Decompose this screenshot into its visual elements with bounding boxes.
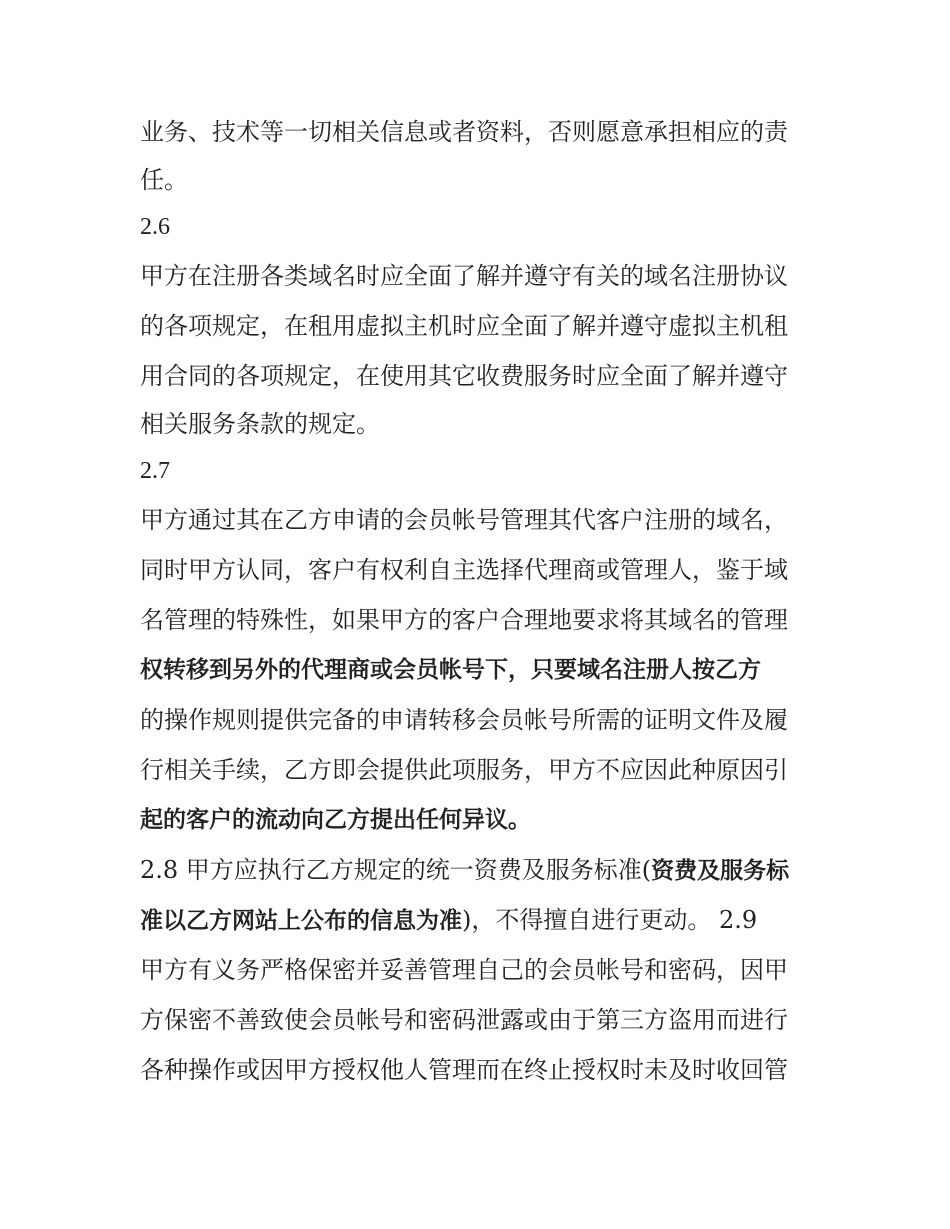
text-span: 2.8 甲方应执行乙方规定的统一资费及服务标准(	[140, 856, 652, 884]
text-line-mixed	[140, 845, 820, 895]
text-line: 方保密不善致使会员帐号和密码泄露或由于第三方盗用而进行	[140, 1006, 788, 1034]
text-span: )，不得擅自进行更动。 2.9	[462, 906, 758, 934]
text-line-bold: 权转移到另外的代理商或会员帐号下，只要域名注册人按乙方	[140, 657, 761, 683]
text-line: 甲方有义务严格保密并妥善管理自己的会员帐号和密码，因甲	[140, 956, 788, 984]
text-line: 各种操作或因甲方授权他人管理而在终止授权时未及时收回管	[140, 1056, 788, 1084]
text-line: 甲方通过其在乙方申请的会员帐号管理其代客户注册的域名，	[140, 506, 788, 534]
text-line: 甲方在注册各类域名时应全面了解并遵守有关的域名注册协议	[140, 262, 788, 290]
text-line-mixed	[140, 895, 820, 945]
text-line: 的操作规则提供完备的申请转移会员帐号所需的证明文件及履	[140, 706, 788, 734]
text-line: 行相关手续，乙方即会提供此项服务，甲方不应因此种原因引	[140, 756, 788, 784]
text-line: 的各项规定，在租用虚拟主机时应全面了解并遵守虚拟主机租	[140, 312, 788, 340]
text-line: 任。	[140, 166, 188, 194]
clause-number: 2.6	[140, 214, 170, 240]
text-line: 同时甲方认同，客户有权利自主选择代理商或管理人，鉴于域	[140, 556, 788, 584]
text-span-bold: 准以乙方网站上公布的信息为准	[140, 908, 462, 934]
text-line-bold: 起的客户的流动向乙方提出任何异议。	[140, 807, 531, 833]
text-line: 相关服务条款的规定。	[140, 410, 380, 438]
text-line: 用合同的各项规定，在使用其它收费服务时应全面了解并遵守	[140, 362, 788, 390]
text-line: 名管理的特殊性，如果甲方的客户合理地要求将其域名的管理	[140, 606, 788, 634]
clause-number: 2.7	[140, 458, 170, 484]
text-line: 业务、技术等一切相关信息或者资料，否则愿意承担相应的责	[140, 118, 788, 146]
document-body	[140, 107, 820, 1095]
text-span-bold: 资费及服务标	[651, 858, 790, 884]
